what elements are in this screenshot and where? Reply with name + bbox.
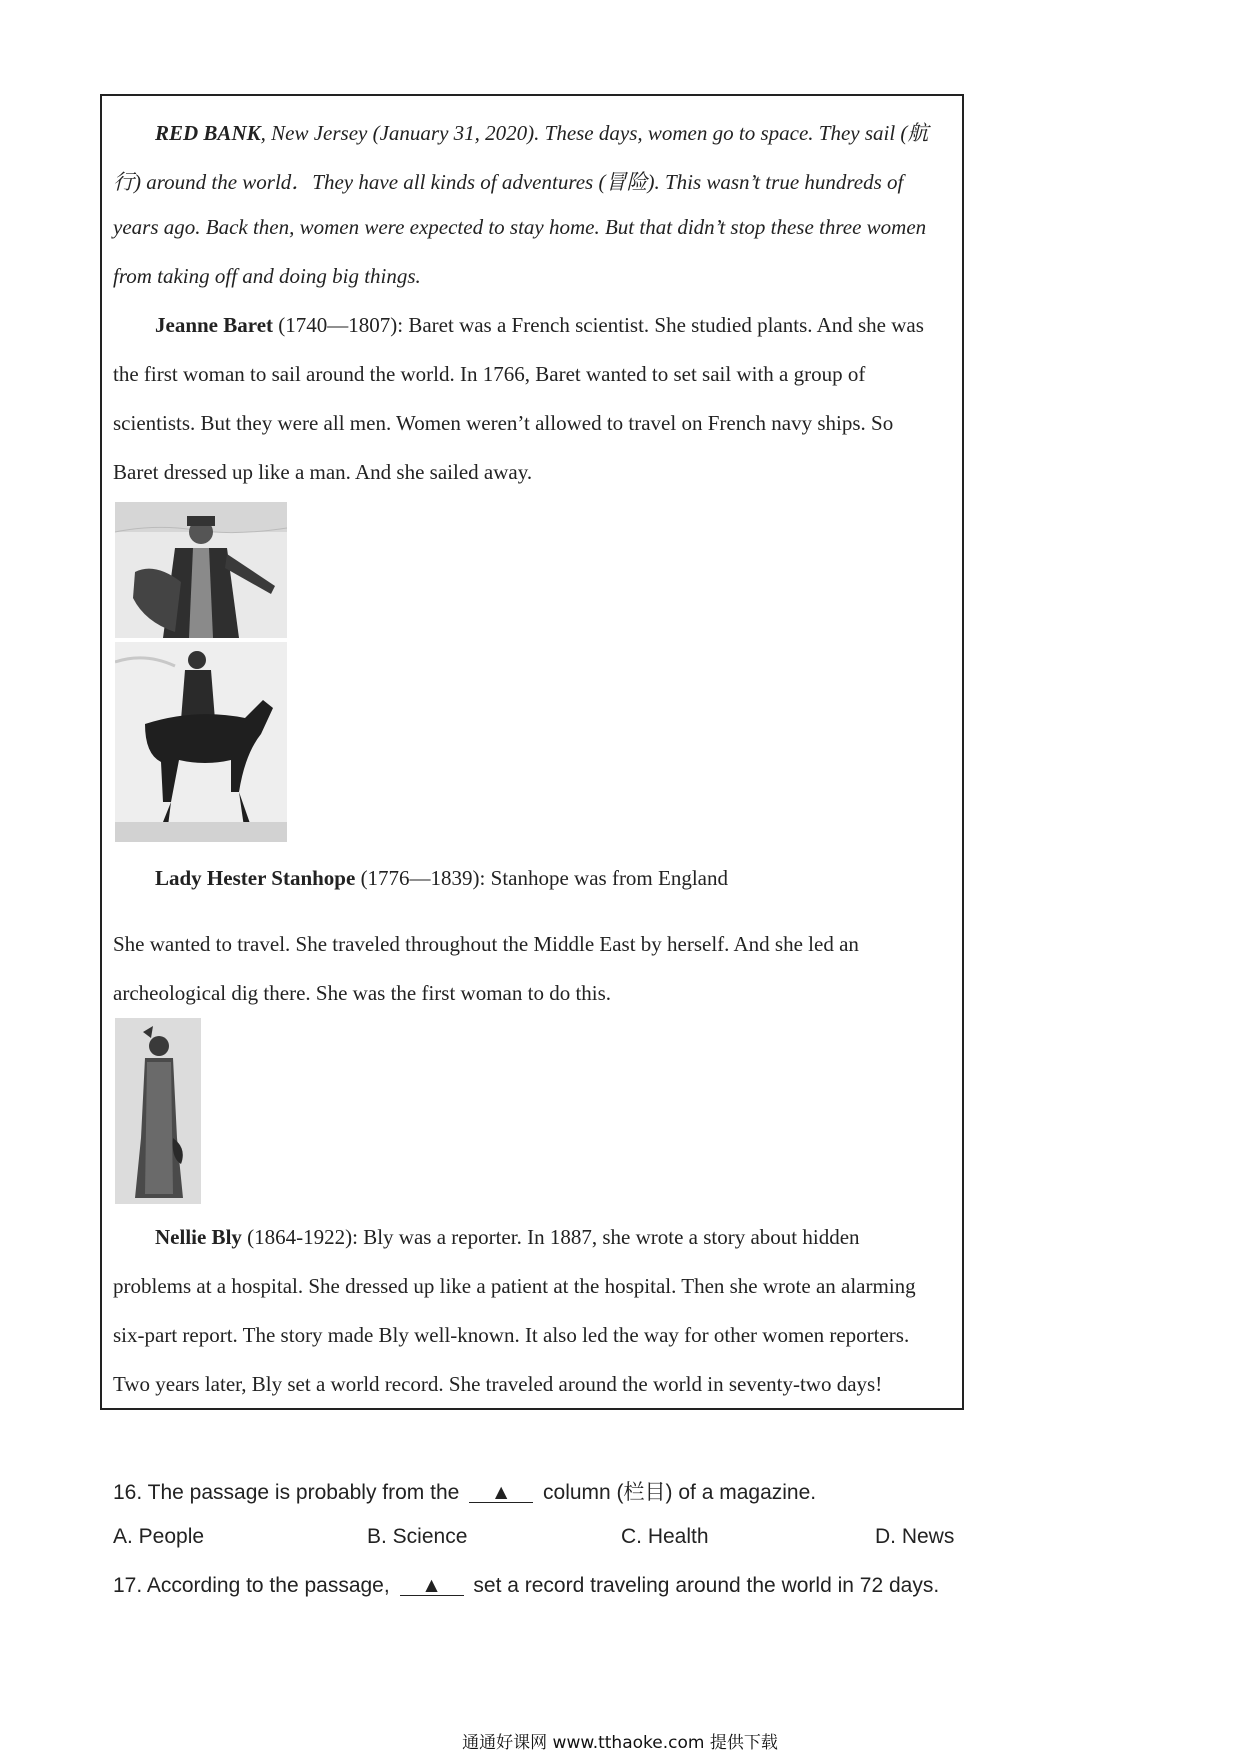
option-a[interactable]: A. People: [113, 1525, 205, 1548]
bly-portrait-image: [115, 1018, 201, 1204]
option-c[interactable]: C. Health: [621, 1525, 709, 1548]
intro-line-4: from taking off and doing big things.: [113, 264, 421, 288]
bly-line-3: six-part report. The story made Bly well-known. It also led the way for other women reporters.: [113, 1323, 910, 1347]
baret-portrait-image: [115, 502, 287, 638]
answer-blank-16[interactable]: ▲: [469, 1484, 533, 1503]
bly-name: Nellie Bly: [155, 1225, 242, 1249]
baret-line-3: scientists. But they were all men. Women weren’t allowed to travel on French navy ships. So: [113, 411, 894, 435]
option-d[interactable]: D. News: [875, 1525, 955, 1548]
dateline-place: RED BANK: [155, 121, 261, 145]
baret-line-1: Jeanne Baret (1740—1807): Baret was a French scientist. She studied plants. And she was: [155, 313, 924, 337]
answer-blank-17[interactable]: ▲: [400, 1577, 464, 1596]
question-16: 16. The passage is probably from the ▲ column (栏目) of a magazine.: [113, 1481, 817, 1504]
baret-name: Jeanne Baret: [155, 313, 274, 337]
intro-line-3: years ago. Back then, women were expected to stay home. But that didn’t stop these three women: [113, 215, 927, 239]
bly-line-1: Nellie Bly (1864-1922): Bly was a reporter. In 1887, she wrote a story about hidden: [155, 1225, 860, 1249]
intro-line-2: 行) around the world．They have all kinds of adventures (冒险). This wasn’t true hundreds of: [113, 170, 904, 194]
intro-line-1: RED BANK, New Jersey (January 31, 2020). These days, women go to space. They sail (航: [155, 121, 929, 145]
stanhope-line-1: Lady Hester Stanhope (1776—1839): Stanhope was from England: [155, 866, 729, 890]
bly-line-4: Two years later, Bly set a world record. She traveled around the world in seventy-two days!: [113, 1372, 883, 1396]
option-b[interactable]: B. Science: [367, 1525, 468, 1548]
bly-line-2: problems at a hospital. She dressed up like a patient at the hospital. Then she wrote an alarming: [113, 1274, 916, 1298]
footer-source: 通通好课网 www.tthaoke.com 提供下载: [462, 1733, 778, 1753]
baret-line-4: Baret dressed up like a man. And she sailed away.: [113, 460, 533, 484]
question-17: 17. According to the passage, ▲ set a record traveling around the world in 72 days.: [113, 1574, 940, 1597]
stanhope-line-3: archeological dig there. She was the first woman to do this.: [113, 981, 612, 1005]
stanhope-horse-image: [115, 642, 287, 842]
stanhope-name: Lady Hester Stanhope: [155, 866, 356, 890]
baret-line-2: the first woman to sail around the world. In 1766, Baret wanted to set sail with a group of: [113, 362, 866, 386]
stanhope-line-2: She wanted to travel. She traveled throughout the Middle East by herself. And she led an: [113, 932, 859, 956]
